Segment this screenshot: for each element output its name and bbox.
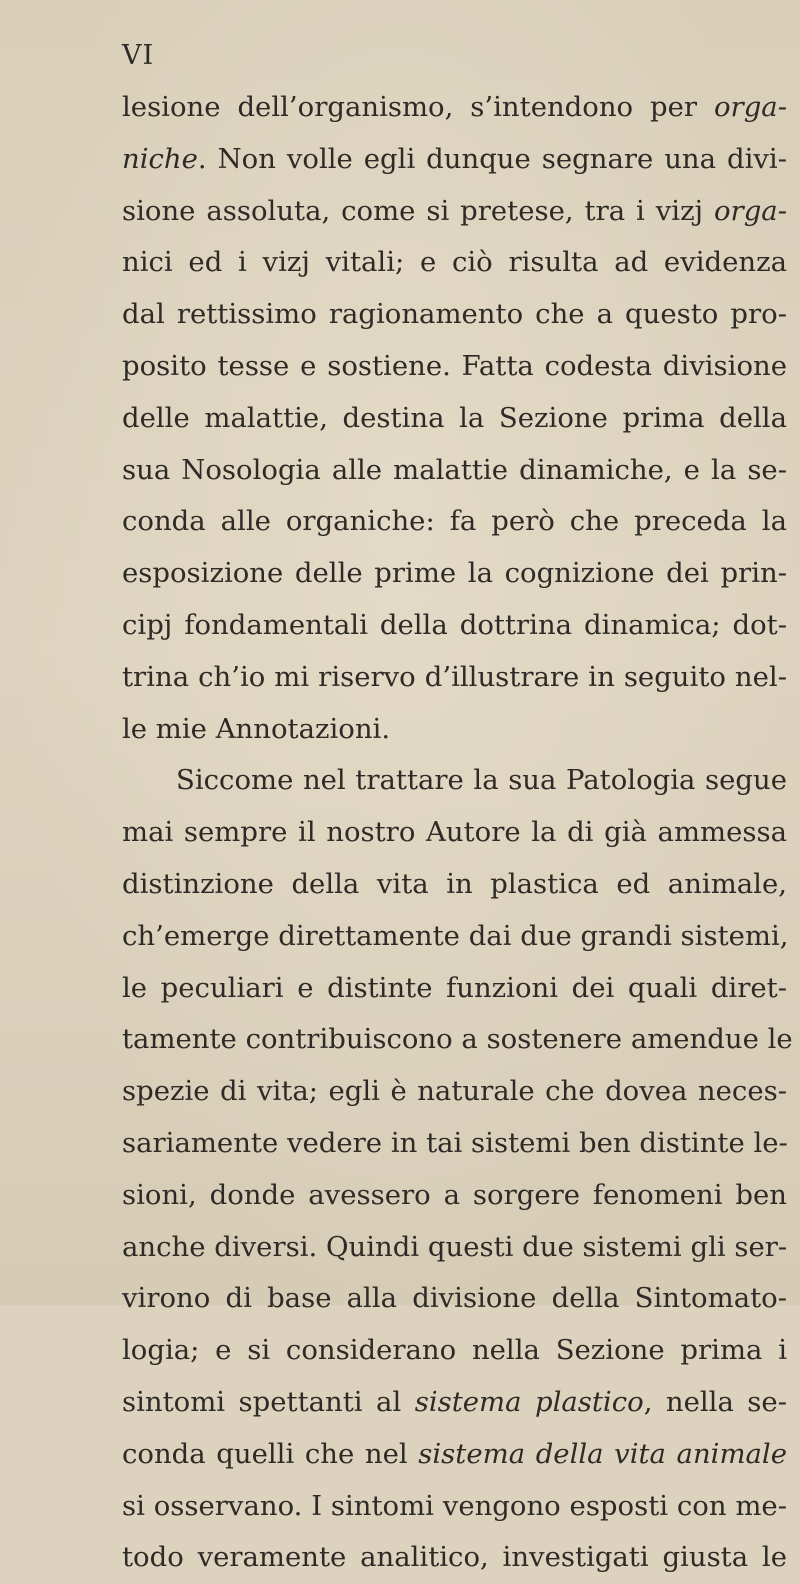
text-line: tamente contribuiscono a sostenere amendue le [122, 1023, 793, 1056]
text-line: si osservano. I sintomi vengono esposti con me- [122, 1489, 787, 1522]
page-number: VI [122, 40, 155, 71]
text-line: conda quelli che nel sistema della vita animale [122, 1437, 787, 1470]
text-line: sua Nosologia alle malattie dinamiche, e la se- [122, 453, 787, 486]
text-line: todo veramente analitico, investigati giusta le [122, 1541, 787, 1574]
text-line: le mie Annotazioni. [122, 712, 391, 745]
text-line: logia; e si considerano nella Sezione prima i [122, 1334, 787, 1367]
text-line: trina ch’io mi riservo d’illustrare in seguito nel- [122, 660, 787, 693]
text-line: dal rettissimo ragionamento che a questo pro- [122, 298, 787, 331]
text-line: spezie di vita; egli è naturale che dovea neces- [122, 1075, 787, 1108]
text-line: cipj fondamentali della dottrina dinamica; dot- [122, 608, 787, 641]
text-line: Siccome nel trattare la sua Patologia segue [176, 764, 787, 797]
text-line: ch’emerge direttamente dai due grandi sistemi, [122, 919, 789, 952]
text-line: sione assoluta, come si pretese, tra i vizj orga- [122, 194, 787, 227]
text-line: sintomi spettanti al sistema plastico, nella se- [122, 1385, 787, 1418]
text-line: esposizione delle prime la cognizione dei prin- [122, 557, 787, 590]
text-line: conda alle organiche: fa però che preceda la [122, 505, 787, 538]
text-line: lesione dell’organismo, s’intendono per orga- [122, 91, 787, 123]
text-line: anche diversi. Quindi questi due sistemi gli ser- [122, 1230, 788, 1263]
text-line: mai sempre il nostro Autore la di già ammessa [122, 816, 787, 849]
text-line: niche. Non volle egli dunque segnare una divi- [122, 142, 787, 175]
text-line: distinzione della vita in plastica ed animale, [122, 867, 787, 900]
text-line: posito tesse e sostiene. Fatta codesta divisione [122, 349, 787, 382]
text-line: delle malattie, destina la Sezione prima della [122, 401, 787, 434]
text-line: nici ed i vizj vitali; e ciò risulta ad evidenza [122, 246, 787, 279]
text-line: sioni, donde avessero a sorgere fenomeni ben [122, 1178, 787, 1211]
body-text [122, 82, 793, 1584]
text-line: sariamente vedere in tai sistemi ben distinte le- [122, 1126, 788, 1159]
text-line: virono di base alla divisione della Sintomato- [122, 1282, 787, 1315]
text-line: le peculiari e distinte funzioni dei quali diret- [122, 971, 787, 1004]
